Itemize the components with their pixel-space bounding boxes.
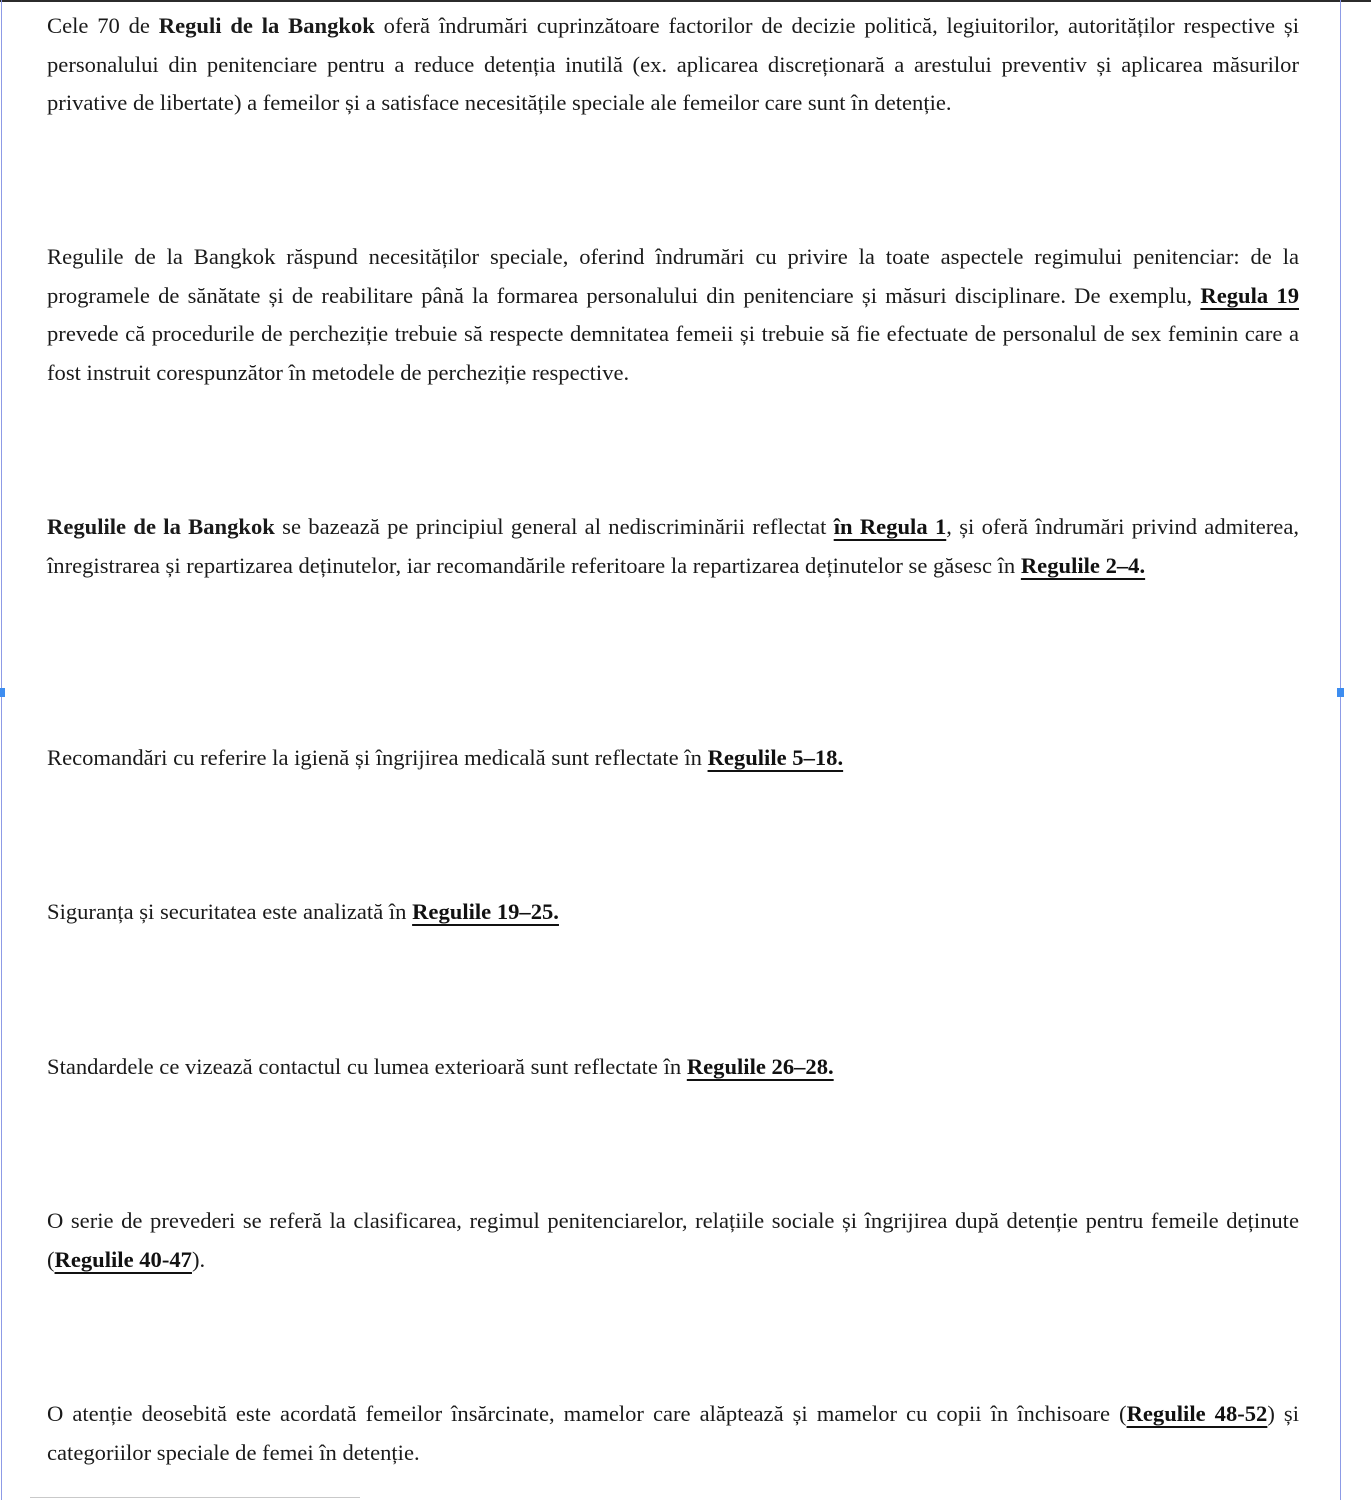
resize-handle-right[interactable] (1337, 688, 1344, 697)
rule-reference-link[interactable]: Regulile 5–18. (707, 745, 844, 770)
paragraph-text: Regulile de la Bangkok răspund necesităților speciale, oferind îndrumări cu privire la toate aspectele regimului penitenciar: de la programele de sănătate și de reabilitare până la formarea personalului din penitenciare și măsuri disciplinare. De exemplu, (47, 244, 1299, 308)
paragraph-text: ). (191, 1246, 206, 1272)
paragraph-text: oferă îndrumări cuprinzătoare factorilor de decizie politică, legiuitorilor, autorităților respective și personalului din penitenciare pentru a reduce detenția inutilă (ex. aplicarea discreționară a arestului preventiv și aplicarea măsurilor privative de libertate) a femeilor și a satisface necesitățile speciale ale femeilor care sunt în detenție. (47, 13, 1299, 115)
paragraph-outside-contact (47, 1048, 1299, 1087)
rule-reference-link[interactable]: Regulile 26–28. (686, 1054, 834, 1079)
paragraph-text: prevede că procedurile de percheziție trebuie să respecte demnitatea femeii și trebuie să fie efectuate de personalul de sex feminin care a fost instruit corespunzător în metodele de percheziție respective. (47, 321, 1299, 385)
rule-reference-link[interactable]: în Regula 1 (833, 514, 947, 539)
rule-reference-link[interactable]: Regulile 2–4. (1020, 552, 1146, 578)
paragraph-text: Siguranța și securitatea este analizată în (47, 899, 413, 924)
paragraph-hygiene (47, 739, 1299, 778)
rule-reference-link[interactable]: Regulile 48-52 (1126, 1401, 1268, 1426)
paragraph-text: O serie de prevederi se referă la clasificarea, regimul penitenciarelor, relațiile sociale și îngrijirea după detenție pentru femeile deținute ( (47, 1208, 1299, 1272)
paragraph-text: O atenție deosebită este acordată femeilor însărcinate, mamelor care alăptează și mamelor cu copii în închisoare ( (47, 1401, 1127, 1426)
paragraph-text: ) și categoriilor speciale de femei în detenție. (47, 1401, 1299, 1465)
paragraph-text: Recomandări cu referire la igienă și îngrijirea medicală sunt reflectate în (47, 745, 708, 770)
paragraph-pregnant-women (47, 1395, 1299, 1472)
page-top-border (0, 0, 1371, 2)
rule-reference-link[interactable]: Regula 19 (1200, 282, 1299, 308)
paragraph-text: Cele 70 de (47, 13, 159, 38)
paragraph-text: se bazează pe principiul general al nediscriminării reflectat (274, 514, 834, 539)
rule-reference-link[interactable]: Regulile 40-47 (54, 1246, 192, 1272)
paragraph-nondiscrimination (47, 508, 1299, 585)
bottom-divider (30, 1497, 360, 1498)
frame-right-edge[interactable] (1340, 0, 1341, 1500)
bold-term: Regulile de la Bangkok (47, 514, 275, 539)
paragraph-safety (47, 893, 1299, 932)
frame-left-edge (1, 0, 2, 1500)
bold-term: Reguli de la Bangkok (158, 13, 375, 38)
resize-handle-left[interactable] (0, 688, 5, 697)
paragraph-text: Standardele ce vizează contactul cu lumea exterioară sunt reflectate în (47, 1054, 687, 1079)
paragraph-intro (47, 7, 1299, 123)
paragraph-special-needs (47, 238, 1299, 392)
paragraph-classification (47, 1202, 1299, 1279)
rule-reference-link[interactable]: Regulile 19–25. (412, 899, 559, 924)
paragraph-text: , și oferă îndrumări privind admiterea, înregistrarea și repartizarea deținutelor, iar recomandările referitoare la repartizarea deținutelor se găsesc în (47, 514, 1300, 578)
